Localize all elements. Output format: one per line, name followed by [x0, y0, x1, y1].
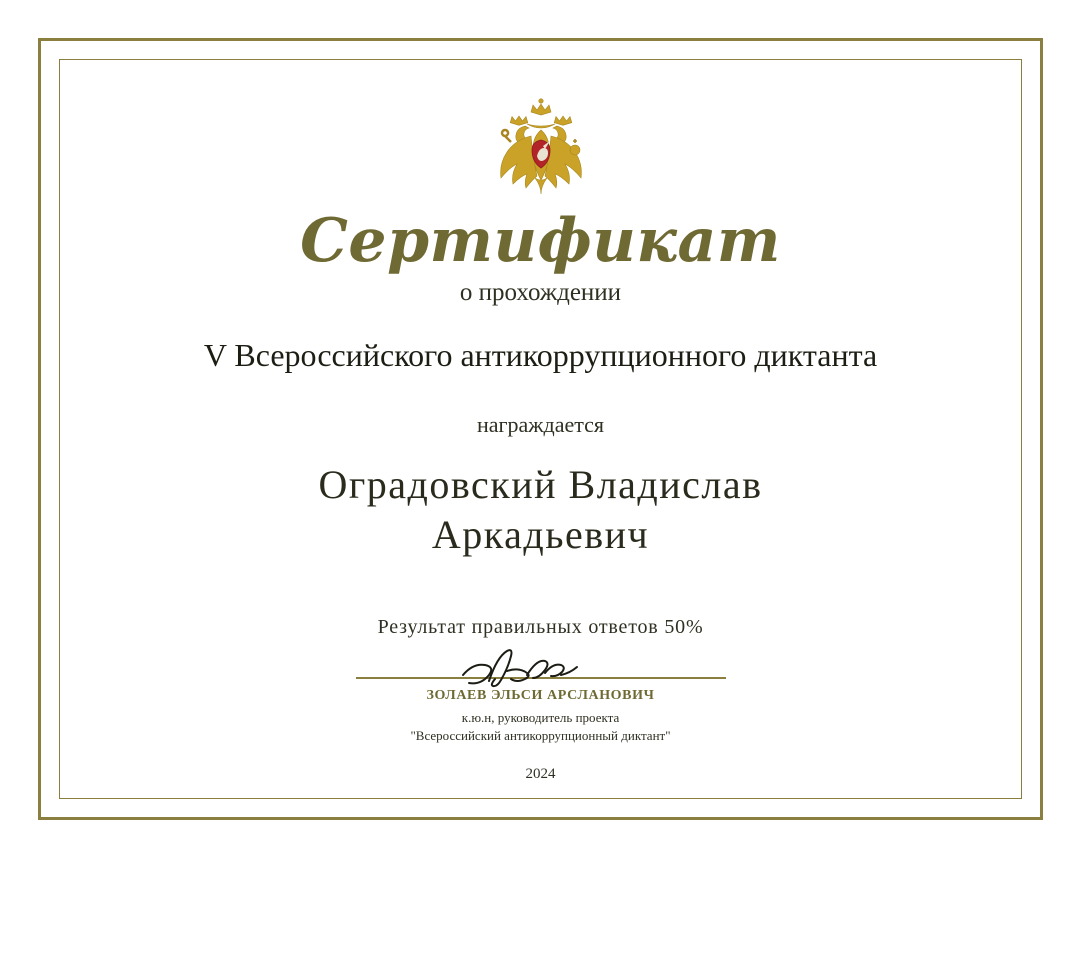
awarded-to-label: награждается [476, 412, 604, 437]
signatory-role-line-1: к.ю.н, руководитель проекта [461, 710, 620, 725]
signatory-role-line-2: "Всероссийский антикоррупционный диктант" [410, 727, 671, 743]
certificate-outer-border [38, 38, 1043, 820]
recipient-name: Оградовский Владислав Аркадьевич [318, 462, 763, 557]
certificate-year: 2024 [525, 766, 556, 783]
result-text: Результат правильных ответов 50% [377, 616, 704, 638]
handwritten-signature-icon [441, 645, 641, 691]
event-name: V Всероссийского антикоррупционного диктанта [203, 337, 878, 373]
signature-block [356, 677, 726, 783]
certificate-title: Сертификат [300, 206, 781, 276]
russian-coat-of-arms-emblem [481, 96, 601, 216]
certificate-subtitle: о прохождении [459, 279, 622, 306]
signatory-name: ЗОЛАЕВ ЭЛЬСИ АРСЛАНОВИЧ [426, 688, 655, 703]
certificate-inner-border [59, 59, 1022, 799]
